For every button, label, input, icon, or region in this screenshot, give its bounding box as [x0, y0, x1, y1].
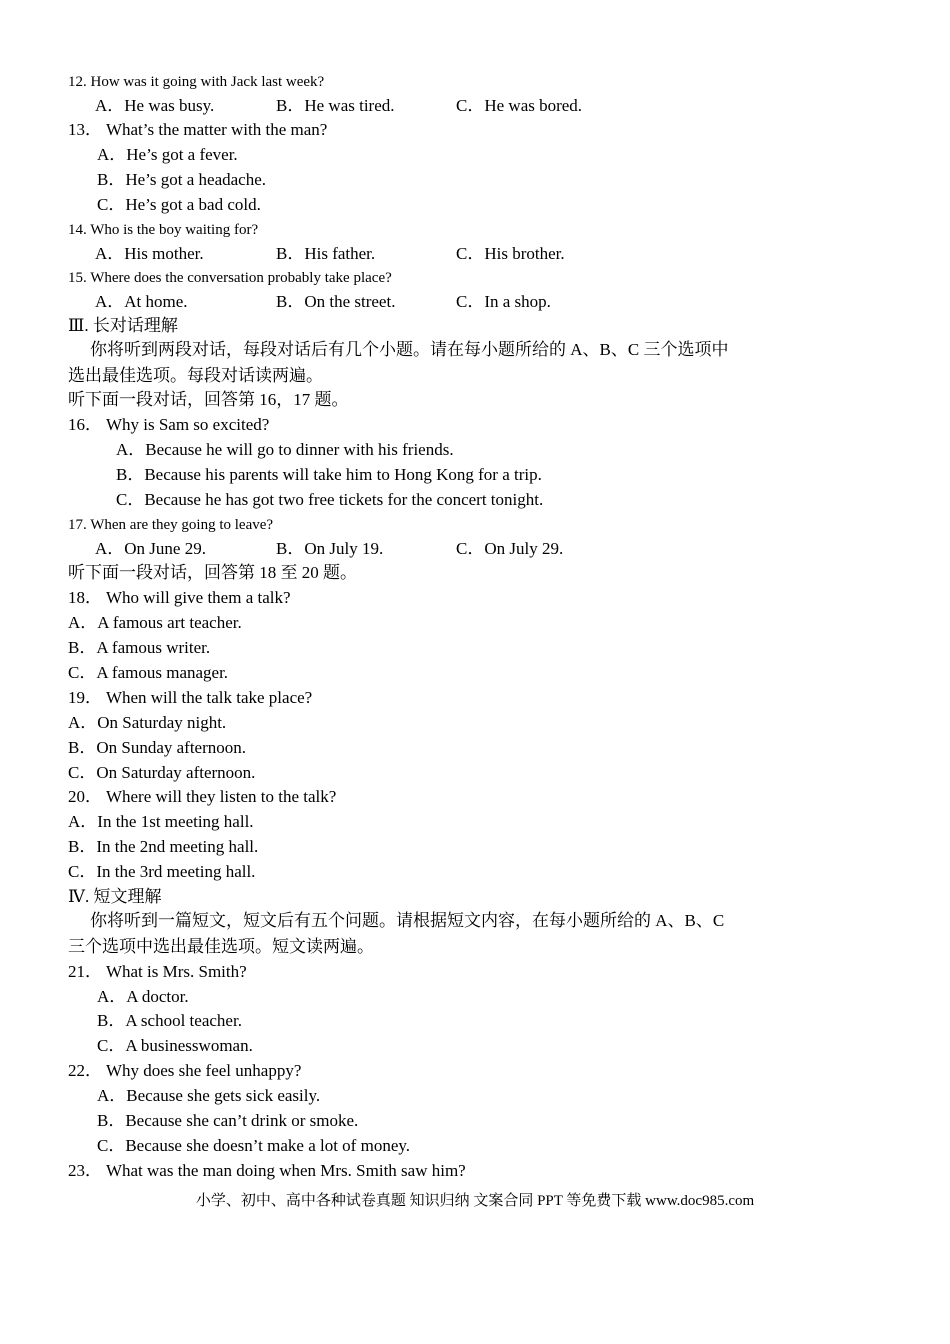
question-15-option-a: A．At home.: [95, 292, 188, 311]
question-14-option-c: C．His brother.: [456, 244, 565, 263]
question-21-option-a: A．A doctor.: [97, 987, 189, 1006]
dialog-1-instruction: 听下面一段对话，回答第 16，17 题。: [68, 390, 349, 409]
question-21-stem: 21． What is Mrs. Smith?: [68, 962, 247, 981]
question-16-option-c: C．Because he has got two free tickets for the concert tonight.: [116, 490, 544, 509]
question-12-option-b: B．He was tired.: [276, 96, 395, 115]
question-15-option-c: C．In a shop.: [456, 292, 551, 311]
question-12-stem: 12. How was it going with Jack last week?: [68, 74, 325, 90]
question-12-option-c: C．He was bored.: [456, 96, 583, 115]
question-21-option-c: C．A businesswoman.: [97, 1036, 253, 1055]
question-12-option-a: A．He was busy.: [95, 96, 215, 115]
question-19-stem: 19． When will the talk take place?: [68, 688, 313, 707]
question-23-stem: 23． What was the man doing when Mrs. Smith saw him?: [68, 1161, 466, 1180]
question-16-option-b: B．Because his parents will take him to Hong Kong for a trip.: [116, 465, 542, 484]
question-17-option-a: A．On June 29.: [95, 539, 206, 558]
question-13-option-b: B．He’s got a headache.: [97, 170, 266, 189]
dialog-2-instruction: 听下面一段对话，回答第 18 至 20 题。: [68, 563, 357, 582]
question-22-option-a: A．Because she gets sick easily.: [97, 1086, 321, 1105]
question-20-stem: 20． Where will they listen to the talk?: [68, 787, 337, 806]
question-16-option-a: A．Because he will go to dinner with his friends.: [116, 440, 454, 459]
question-21-option-b: B．A school teacher.: [97, 1011, 242, 1030]
question-20-option-b: B．In the 2nd meeting hall.: [68, 837, 259, 856]
question-19-option-a: A．On Saturday night.: [68, 713, 227, 732]
question-22-option-c: C．Because she doesn’t make a lot of money.: [97, 1136, 411, 1155]
question-14-stem: 14. Who is the boy waiting for?: [68, 222, 259, 238]
question-13-option-a: A．He’s got a fever.: [97, 145, 238, 164]
question-18-option-a: A．A famous art teacher.: [68, 613, 242, 632]
question-18-option-c: C．A famous manager.: [68, 663, 229, 682]
question-20-option-c: C．In the 3rd meeting hall.: [68, 862, 256, 881]
question-13-stem: 13． What’s the matter with the man?: [68, 120, 328, 139]
question-17-stem: 17. When are they going to leave?: [68, 517, 274, 533]
question-17-option-b: B．On July 19.: [276, 539, 384, 558]
question-13-option-c: C．He’s got a bad cold.: [97, 195, 261, 214]
question-22-stem: 22． Why does she feel unhappy?: [68, 1061, 302, 1080]
section-3-intro-line-1: 你将听到两段对话，每段对话后有几个小题。请在每小题所给的 A、B、C 三个选项中: [90, 340, 729, 359]
page-footer: 小学、初中、高中各种试卷真题 知识归纳 文案合同 PPT 等免费下载 www.doc985.com: [195, 1193, 755, 1209]
question-14-option-b: B．His father.: [276, 244, 376, 263]
section-4-intro-line-2: 三个选项中选出最佳选项。短文读两遍。: [68, 937, 374, 956]
question-19-option-b: B．On Sunday afternoon.: [68, 738, 247, 757]
question-22-option-b: B．Because she can’t drink or smoke.: [97, 1111, 359, 1130]
question-19-option-c: C．On Saturday afternoon.: [68, 763, 256, 782]
question-17-option-c: C．On July 29.: [456, 539, 564, 558]
question-20-option-a: A．In the 1st meeting hall.: [68, 812, 254, 831]
question-14-option-a: A．His mother.: [95, 244, 204, 263]
section-4-title: Ⅳ. 短文理解: [68, 887, 162, 906]
question-18-stem: 18． Who will give them a talk?: [68, 588, 291, 607]
question-15-stem: 15. Where does the conversation probably take place?: [68, 270, 392, 286]
section-3-title: Ⅲ. 长对话理解: [68, 316, 178, 335]
question-15-option-b: B．On the street.: [276, 292, 396, 311]
section-3-intro-line-2: 选出最佳选项。每段对话读两遍。: [68, 366, 323, 385]
section-4-intro-line-1: 你将听到一篇短文，短文后有五个问题。请根据短文内容，在每小题所给的 A、B、C: [90, 911, 725, 930]
question-18-option-b: B．A famous writer.: [68, 638, 211, 657]
question-16-stem: 16． Why is Sam so excited?: [68, 415, 270, 434]
